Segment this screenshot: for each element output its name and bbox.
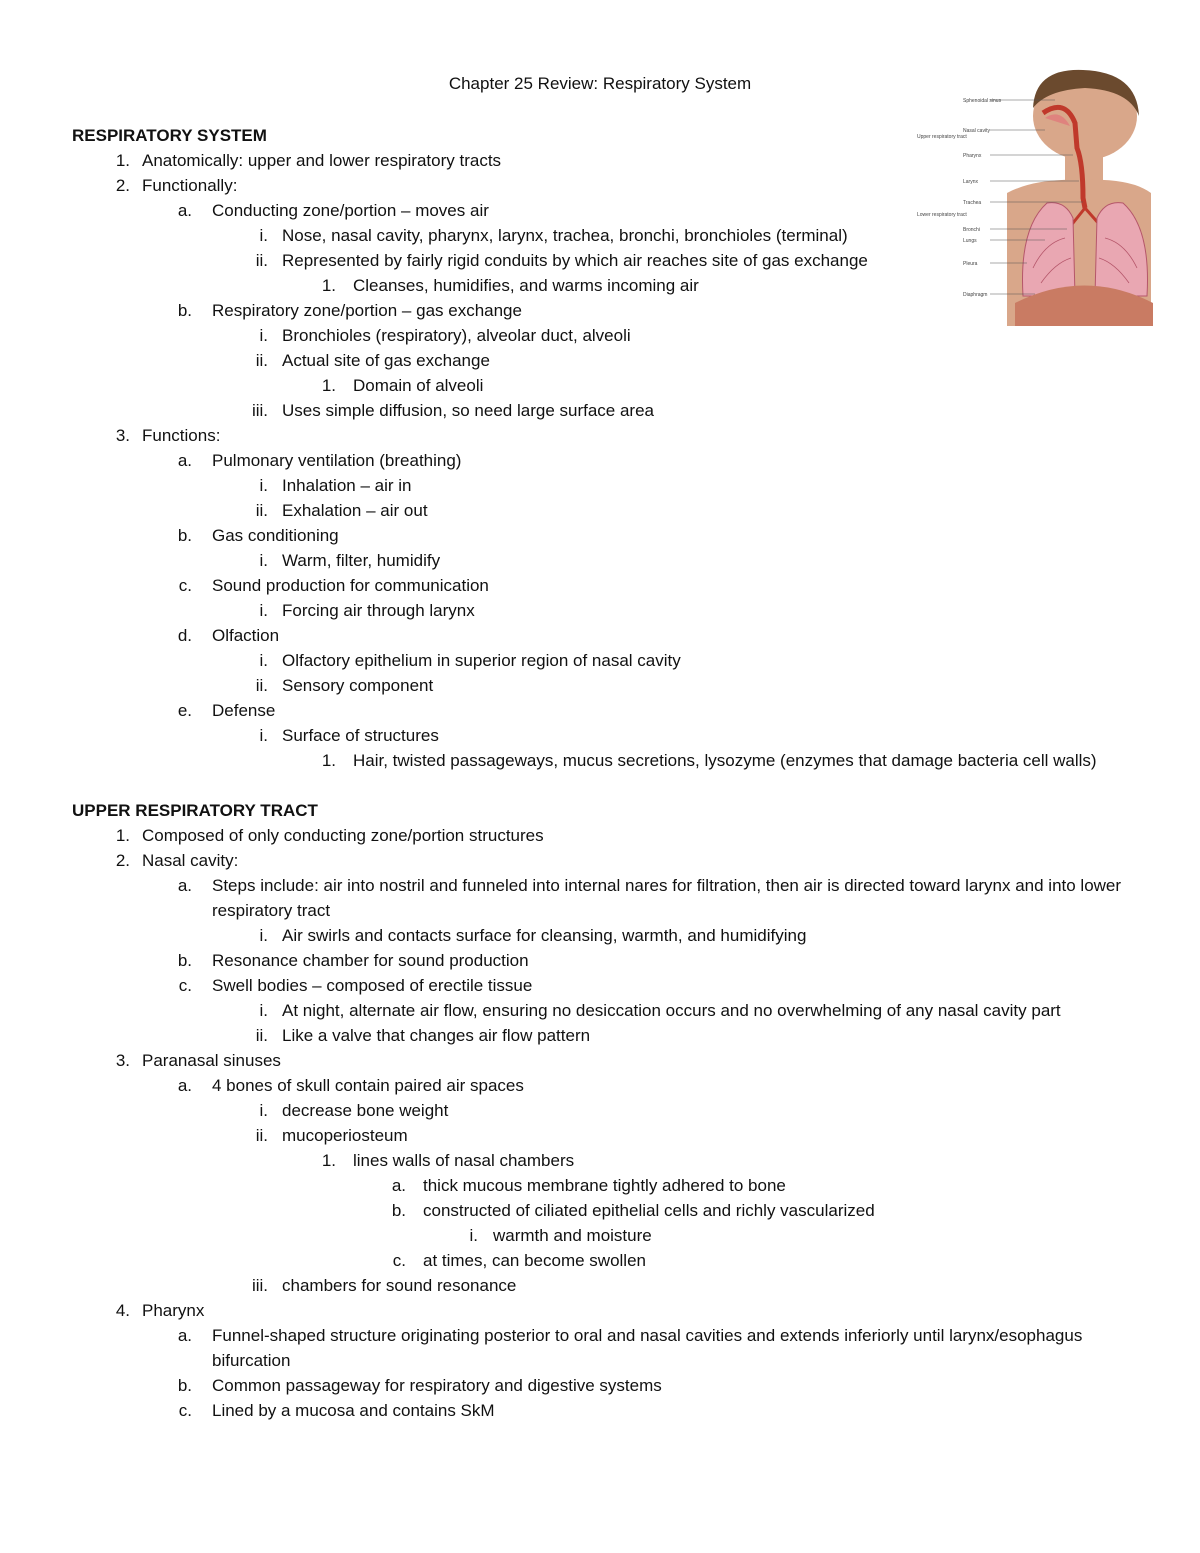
outline-item (72, 323, 1132, 348)
outline-item (72, 1073, 1132, 1098)
outline-item-text: Functionally: (142, 176, 238, 195)
outline-item (72, 1048, 1132, 1073)
outline-item (72, 498, 1132, 523)
outline-item-text: mucoperiosteum (282, 1126, 408, 1145)
outline-item (72, 1373, 1132, 1398)
outline-item-text: Nasal cavity: (142, 851, 239, 870)
list-marker: c. (178, 576, 192, 595)
outline-item (72, 1098, 1132, 1123)
outline-item-text: Nose, nasal cavity, pharynx, larynx, trachea, bronchi, bronchioles (terminal) (282, 226, 848, 245)
outline-item (72, 423, 1132, 448)
outline-item (72, 923, 1132, 948)
outline-item-text: Cleanses, humidifies, and warms incoming air (353, 276, 699, 295)
outline-item-text: Domain of alveoli (353, 376, 484, 395)
outline-item (72, 1023, 1132, 1048)
list-marker: ii. (255, 351, 268, 370)
outline-item-text: Steps include: air into nostril and funneled into internal nares for filtration, then air is directed toward larynx and into lower respiratory tract (212, 876, 1122, 920)
list-marker: a. (177, 1326, 192, 1345)
outline-item-text: lines walls of nasal chambers (353, 1151, 575, 1170)
outline-item-text: Surface of structures (282, 726, 439, 745)
list-marker: 1. (115, 826, 130, 845)
list-marker: 4. (115, 1301, 130, 1320)
outline-item-text: Inhalation – air in (282, 476, 412, 495)
outline-item-text: Sensory component (282, 676, 434, 695)
outline-item (72, 1248, 1132, 1273)
outline-item-text: Conducting zone/portion – moves air (212, 201, 489, 220)
outline-item (72, 1173, 1132, 1198)
outline-item-text: At night, alternate air flow, ensuring no desiccation occurs and no overwhelming of any nasal cavity part (282, 1001, 1061, 1020)
list-marker: i. (259, 651, 268, 670)
outline-item (72, 973, 1132, 998)
outline-item-text: Actual site of gas exchange (282, 351, 490, 370)
outline-item (72, 1298, 1132, 1323)
list-marker: 1. (321, 276, 336, 295)
list-marker: ii. (255, 1026, 268, 1045)
outline-item-text: Common passageway for respiratory and digestive systems (212, 1376, 662, 1395)
list-marker: c. (178, 976, 192, 995)
outline-item-text: Paranasal sinuses (142, 1051, 281, 1070)
list-marker: a. (177, 1076, 192, 1095)
outline-item (72, 1198, 1132, 1223)
fig-label-lungs: Lungs (963, 238, 977, 244)
outline-item (72, 373, 1132, 398)
document-title: Chapter 25 Review: Respiratory System (448, 74, 752, 93)
outline-item-text: Swell bodies – composed of erectile tissue (212, 976, 533, 995)
outline-item (72, 1223, 1132, 1248)
fig-label-bronchi: Bronchi (963, 227, 980, 233)
outline-item-text: Warm, filter, humidify (282, 551, 441, 570)
fig-label-lower-tract: Lower respiratory tract (917, 212, 967, 218)
outline-item-text: Forcing air through larynx (282, 601, 475, 620)
outline-item (72, 573, 1132, 598)
outline-item (72, 698, 1132, 723)
list-marker: a. (177, 201, 192, 220)
outline-item (72, 548, 1132, 573)
list-marker: 3. (115, 426, 130, 445)
outline-item-text: at times, can become swollen (423, 1251, 646, 1270)
outline-item (72, 648, 1132, 673)
respiratory-system-illustration (915, 68, 1155, 326)
list-marker: i. (469, 1226, 478, 1245)
outline-item-text: Olfaction (212, 626, 280, 645)
list-marker: b. (177, 1376, 192, 1395)
fig-label-larynx: Larynx (963, 179, 979, 185)
list-marker: e. (177, 701, 192, 720)
outline-item-text: Composed of only conducting zone/portion structures (142, 826, 544, 845)
list-marker: i. (259, 226, 268, 245)
outline-item (72, 448, 1132, 473)
list-marker: i. (259, 1101, 268, 1120)
outline-item (72, 998, 1132, 1023)
outline-item-text: Like a valve that changes air flow pattern (282, 1026, 591, 1045)
list-marker: ii. (255, 251, 268, 270)
outline-item-text: Lined by a mucosa and contains SkM (212, 1401, 495, 1420)
outline-item (72, 1273, 1132, 1298)
list-marker: b. (177, 526, 192, 545)
fig-label-pleura: Pleura (963, 261, 978, 267)
outline-item-text: warmth and moisture (493, 1226, 652, 1245)
outline-item (72, 523, 1132, 548)
fig-label-sphenoidal-sinus: Sphenoidal sinus (963, 98, 1002, 104)
list-marker: ii. (255, 676, 268, 695)
list-marker: 2. (115, 851, 130, 870)
outline-item (72, 748, 1132, 773)
list-marker: iii. (251, 1276, 268, 1295)
outline-item-text: Hair, twisted passageways, mucus secretions, lysozyme (enzymes that damage bacteria cell walls) (353, 751, 1097, 770)
list-marker: a. (391, 1176, 406, 1195)
section-spacer (72, 773, 1132, 798)
fig-label-diaphragm: Diaphragm (963, 292, 988, 298)
outline-item-text: 4 bones of skull contain paired air spaces (212, 1076, 524, 1095)
outline-item (72, 398, 1132, 423)
outline-item (72, 1323, 1132, 1373)
list-marker: 1. (321, 751, 336, 770)
outline-item (72, 348, 1132, 373)
outline-item (72, 948, 1132, 973)
list-marker: i. (259, 1001, 268, 1020)
list-marker: iii. (251, 401, 268, 420)
list-marker: 1. (321, 376, 336, 395)
list-marker: b. (391, 1201, 406, 1220)
list-marker: d. (177, 626, 192, 645)
fig-label-nasal-cavity: Nasal cavity (963, 128, 990, 134)
outline-item-text: Pulmonary ventilation (breathing) (212, 451, 462, 470)
list-marker: i. (259, 476, 268, 495)
outline-item (72, 598, 1132, 623)
outline-item-text: Defense (212, 701, 276, 720)
list-marker: i. (259, 926, 268, 945)
outline-item-text: chambers for sound resonance (282, 1276, 517, 1295)
section-heading: UPPER RESPIRATORY TRACT (72, 801, 318, 820)
outline-item (72, 623, 1132, 648)
outline-item-text: Uses simple diffusion, so need large surface area (282, 401, 654, 420)
list-marker: i. (259, 326, 268, 345)
outline-item-text: Anatomically: upper and lower respiratory tracts (142, 151, 502, 170)
list-marker: a. (177, 876, 192, 895)
list-marker: 2. (115, 176, 130, 195)
list-marker: i. (259, 601, 268, 620)
list-marker: a. (177, 451, 192, 470)
outline-item-text: Olfactory epithelium in superior region of nasal cavity (282, 651, 681, 670)
list-marker: 3. (115, 1051, 130, 1070)
outline-item (72, 473, 1132, 498)
list-marker: c. (392, 1251, 406, 1270)
outline-item-text: Gas conditioning (212, 526, 339, 545)
outline-item (72, 823, 1132, 848)
outline-item-text: Air swirls and contacts surface for cleansing, warmth, and humidifying (282, 926, 807, 945)
outline-item-text: Respiratory zone/portion – gas exchange (212, 301, 522, 320)
list-marker: ii. (255, 501, 268, 520)
outline-item (72, 1123, 1132, 1148)
list-marker: b. (177, 301, 192, 320)
outline-item-text: Pharynx (142, 1301, 205, 1320)
outline-item-text: Functions: (142, 426, 221, 445)
list-marker: ii. (255, 1126, 268, 1145)
fig-label-upper-tract: Upper respiratory tract (917, 134, 967, 140)
list-marker: i. (259, 551, 268, 570)
section-heading: RESPIRATORY SYSTEM (72, 126, 267, 145)
outline-item-text: thick mucous membrane tightly adhered to bone (423, 1176, 786, 1195)
outline-item (72, 1398, 1132, 1423)
outline-item-text: Sound production for communication (212, 576, 489, 595)
outline-item-text: Represented by fairly rigid conduits by which air reaches site of gas exchange (282, 251, 868, 270)
outline-item (72, 1148, 1132, 1173)
list-marker: 1. (321, 1151, 336, 1170)
fig-label-pharynx: Pharynx (963, 153, 982, 159)
list-marker: 1. (115, 151, 130, 170)
outline-item-text: Funnel-shaped structure originating posterior to oral and nasal cavities and extends inferiorly until larynx/esophagus bifurcation (212, 1326, 1083, 1370)
outline-item-text: Exhalation – air out (282, 501, 428, 520)
list-marker: b. (177, 951, 192, 970)
outline-item-text: Bronchioles (respiratory), alveolar duct, alveoli (282, 326, 631, 345)
outline-item (72, 723, 1132, 748)
outline-item (72, 873, 1132, 923)
outline-item (72, 673, 1132, 698)
list-marker: c. (178, 1401, 192, 1420)
outline-item (72, 848, 1132, 873)
outline-item-text: Resonance chamber for sound production (212, 951, 529, 970)
list-marker: i. (259, 726, 268, 745)
fig-label-trachea: Trachea (963, 200, 982, 206)
outline-item-text: decrease bone weight (282, 1101, 449, 1120)
outline-item-text: constructed of ciliated epithelial cells and richly vascularized (423, 1201, 875, 1220)
